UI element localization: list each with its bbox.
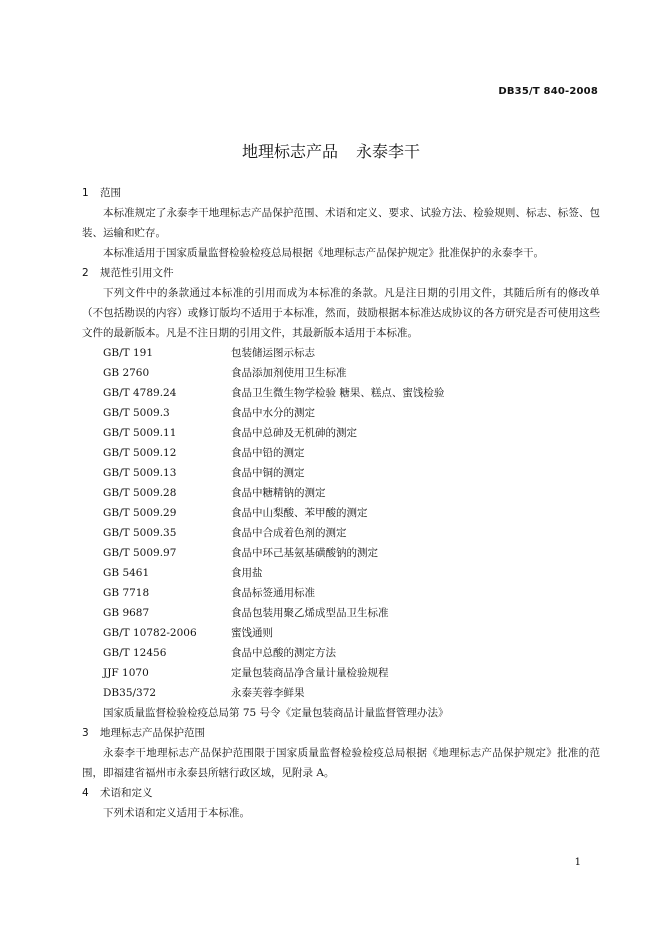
- reference-title: 食品中环己基氨基磺酸钠的测定: [231, 547, 378, 559]
- reference-code: GB 2760: [103, 367, 150, 379]
- reference-title: 食品卫生微生物学检验 糖果、糕点、蜜饯检验: [231, 387, 445, 399]
- reference-code: GB 5461: [103, 567, 150, 579]
- reference-title: 永泰芙蓉李鲜果: [231, 687, 305, 699]
- reference-code: GB/T 5009.35: [103, 527, 177, 539]
- reference-item: [82, 423, 600, 443]
- section-2-heading: [82, 263, 600, 283]
- section-number: 3: [82, 727, 89, 739]
- reference-item: [82, 403, 600, 423]
- reference-item: [82, 643, 600, 663]
- title-part-1: 地理标志产品: [241, 142, 338, 161]
- reference-code: GB/T 5009.97: [103, 547, 177, 559]
- reference-title: 食品标签通用标准: [231, 587, 315, 599]
- reference-item: [82, 383, 600, 403]
- reference-code: JJF 1070: [103, 667, 149, 679]
- reference-code: GB/T 10782-2006: [103, 627, 197, 639]
- section-2-intro: 下列文件中的条款通过本标准的引用而成为本标准的条款。凡是注日期的引用文件，其随后所有的修改单（不包括勘误的内容）或修订版均不适用于本标准，然而，鼓励根据本标准达成协议的各方研究是否可使用这些文件的最新版本。凡是不注日期的引用文件，其最新版本适用于本标准。: [82, 287, 600, 339]
- reference-item: [82, 623, 600, 643]
- reference-item: [82, 463, 600, 483]
- reference-title: 食品中山梨酸、苯甲酸的测定: [231, 507, 368, 519]
- reference-code: GB/T 12456: [103, 647, 167, 659]
- reference-title: 食品中铅的测定: [231, 447, 305, 459]
- section-1-heading: [82, 183, 600, 203]
- reference-item: [82, 603, 600, 623]
- document-title: [0, 139, 662, 162]
- reference-item: [82, 563, 600, 583]
- reference-item: [82, 583, 600, 603]
- section-number: 1: [82, 187, 89, 199]
- reference-code: GB 7718: [103, 587, 150, 599]
- section-1-paragraph-1: 本标准规定了永泰李干地理标志产品保护范围、术语和定义、要求、试验方法、检验规则、标志、标签、包装、运输和贮存。: [82, 207, 600, 239]
- section-title: 规范性引用文件: [100, 267, 174, 279]
- reference-title: 食用盐: [231, 567, 263, 579]
- reference-title: 食品中铜的测定: [231, 467, 305, 479]
- reference-item: [82, 523, 600, 543]
- regulation-reference: 国家质量监督检验检疫总局第 75 号令《定量包装商品计量监督管理办法》: [103, 707, 449, 719]
- reference-code: GB/T 191: [103, 347, 154, 359]
- section-title: 术语和定义: [100, 787, 153, 799]
- document-body: [82, 183, 600, 823]
- standard-code: DB35/T 840-2008: [498, 86, 598, 97]
- section-title: 范围: [100, 187, 121, 199]
- section-4-heading: [82, 783, 600, 803]
- reference-item: [82, 663, 600, 683]
- section-number: 4: [82, 787, 89, 799]
- reference-code: GB/T 5009.3: [103, 407, 170, 419]
- reference-item: [82, 543, 600, 563]
- reference-item: [82, 443, 600, 463]
- reference-item: [82, 483, 600, 503]
- reference-code: GB/T 5009.29: [103, 507, 177, 519]
- reference-item: [82, 363, 600, 383]
- section-1-paragraph-2: 本标准适用于国家质量监督检验检疫总局根据《地理标志产品保护规定》批准保护的永泰李干。: [103, 247, 544, 259]
- reference-code: GB/T 5009.11: [103, 427, 177, 439]
- reference-title: 食品中水分的测定: [231, 407, 315, 419]
- reference-title: 蜜饯通则: [231, 627, 273, 639]
- title-part-2: 永泰李干: [356, 142, 421, 161]
- reference-list: [82, 343, 600, 703]
- reference-title: 食品中合成着色剂的测定: [231, 527, 347, 539]
- reference-code: GB/T 5009.13: [103, 467, 177, 479]
- page-number: 1: [574, 857, 581, 868]
- reference-code: GB/T 4789.24: [103, 387, 177, 399]
- section-number: 2: [82, 267, 89, 279]
- reference-code: GB 9687: [103, 607, 150, 619]
- reference-title: 食品中总酸的测定方法: [231, 647, 336, 659]
- reference-title: 食品中糖精钠的测定: [231, 487, 326, 499]
- section-4-paragraph-1: 下列术语和定义适用于本标准。: [103, 807, 250, 819]
- section-3-paragraph-1: 永泰李干地理标志产品保护范围限于国家质量监督检验检疫总局根据《地理标志产品保护规定》批准的范围，即福建省福州市永泰县所辖行政区域，见附录 A。: [82, 747, 600, 779]
- reference-code: GB/T 5009.28: [103, 487, 177, 499]
- reference-code: DB35/372: [103, 687, 157, 699]
- section-title: 地理标志产品保护范围: [100, 727, 205, 739]
- section-3-heading: [82, 723, 600, 743]
- reference-item: [82, 343, 600, 363]
- reference-title: 包装储运图示标志: [231, 347, 315, 359]
- reference-title: 定量包装商品净含量计量检验规程: [231, 667, 389, 679]
- reference-item: [82, 503, 600, 523]
- reference-title: 食品中总砷及无机砷的测定: [231, 427, 357, 439]
- reference-title: 食品包装用聚乙烯成型品卫生标准: [231, 607, 389, 619]
- reference-title: 食品添加剂使用卫生标准: [231, 367, 347, 379]
- reference-code: GB/T 5009.12: [103, 447, 177, 459]
- reference-item: [82, 683, 600, 703]
